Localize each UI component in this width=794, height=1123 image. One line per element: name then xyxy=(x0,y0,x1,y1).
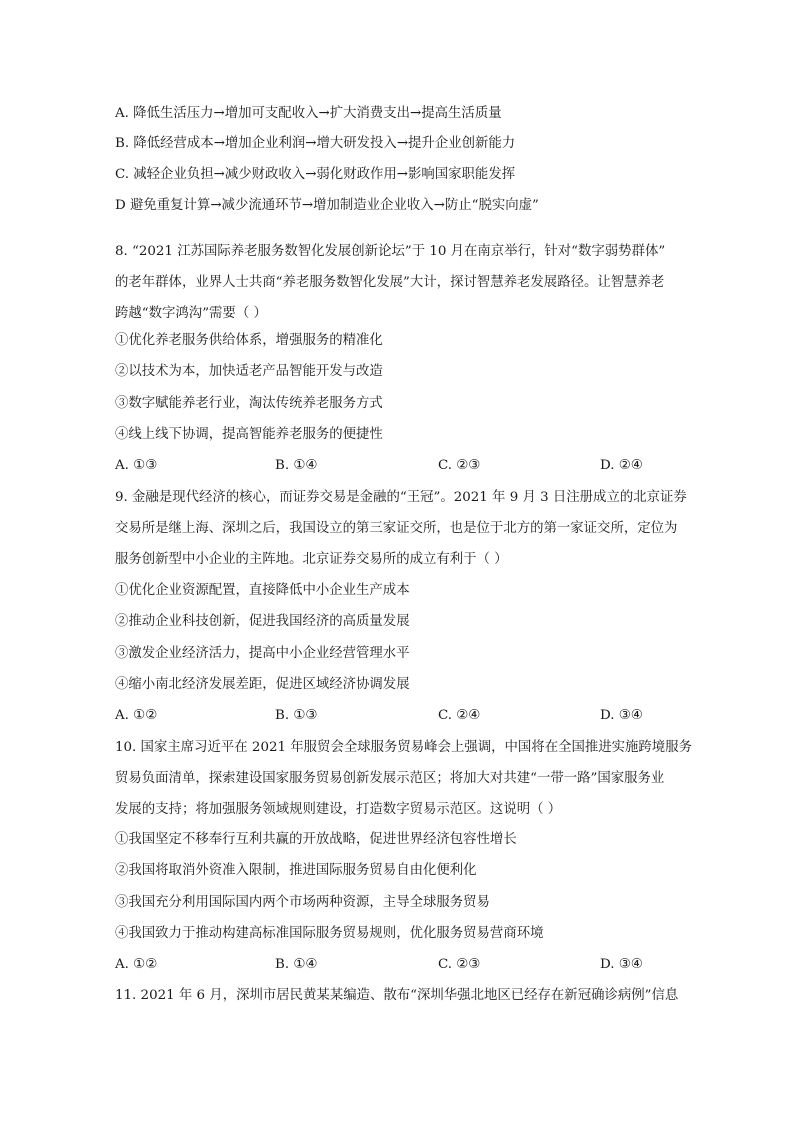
q11-stem-line: 11. 2021 年 6 月，深圳市居民黄某某编造、散布“深圳华强北地区已经存在新冠确诊病例”信息 xyxy=(115,988,679,1003)
q10-stem-line: 10. 国家主席习近平在 2021 年服贸会全球服务贸易峰会上强调，中国将在全国推进实施跨境服务 xyxy=(115,740,692,755)
q9-stem xyxy=(115,482,700,575)
q9-choice-a: A. ①② xyxy=(115,708,158,723)
q8-stem-line: 的老年群体，业界人士共商“养老服务数智化发展”大计，探讨智慧养老发展路径。让智慧养老 xyxy=(115,275,665,290)
q9-item-1: ①优化企业资源配置，直接降低中小企业生产成本 xyxy=(115,583,410,598)
q9-choice-c: C. ②④ xyxy=(438,708,481,723)
q10-stem-line: 贸易负面清单，探索建设国家服务贸易创新发展示范区；将加大对共建“一带一路”国家服务业 xyxy=(115,771,665,786)
q9-choice-d: D. ③④ xyxy=(600,708,643,723)
q8-item-3: ③数字赋能养老行业，淘汰传统养老服务方式 xyxy=(115,396,383,411)
q9-stem-line: 9. 金融是现代经济的核心，而证券交易是金融的“王冠”。2021 年 9 月 3 日注册成立的北京证券 xyxy=(115,490,687,505)
q10-choice-d: D. ③④ xyxy=(600,957,643,972)
q10-item-3: ③我国充分利用国际国内两个市场两种资源，主导全球服务贸易 xyxy=(115,895,490,910)
q10-choice-b: B. ①④ xyxy=(275,957,318,972)
q9-stem-line: 交易所是继上海、深圳之后，我国设立的第三家证交所，也是位于北方的第一家证交所，定位为 xyxy=(115,521,678,536)
q8-choice-d: D. ②④ xyxy=(600,458,643,473)
q10-choice-a: A. ①② xyxy=(115,957,158,972)
q9-item-2: ②推动企业科技创新，促进我国经济的高质量发展 xyxy=(115,614,410,629)
q7-option-a: A. 降低生活压力→增加可支配收入→扩大消费支出→提高生活质量 xyxy=(115,106,502,121)
q8-choice-a: A. ①③ xyxy=(115,458,158,473)
q8-item-4: ④线上线下协调，提高智能养老服务的便捷性 xyxy=(115,427,383,442)
q7-option-c: C. 减轻企业负担→减少财政收入→弱化财政作用→影响国家职能发挥 xyxy=(115,167,516,182)
q10-choice-c: C. ②③ xyxy=(438,957,481,972)
q8-stem-line: 跨越“数字鸿沟”需要（ ） xyxy=(115,306,267,321)
q10-item-1: ①我国坚定不移奉行互利共赢的开放战略，促进世界经济包容性增长 xyxy=(115,832,517,847)
q10-item-2: ②我国将取消外资准入限制，推进国际服务贸易自由化便利化 xyxy=(115,863,477,878)
q8-stem-line: 8. “2021 江苏国际养老服务数智化发展创新论坛”于 10 月在南京举行，针对“数字弱势群体” xyxy=(115,244,666,259)
q9-item-4: ④缩小南北经济发展差距，促进区域经济协调发展 xyxy=(115,677,410,692)
q10-stem-line: 发展的支持；将加强服务领域规则建设，打造数字贸易示范区。这说明（ ） xyxy=(115,802,562,817)
q9-stem-line: 服务创新型中小企业的主阵地。北京证券交易所的成立有利于（ ） xyxy=(115,552,508,567)
q8-item-2: ②以技术为本，加快适老产品智能开发与改造 xyxy=(115,364,383,379)
q7-option-b: B. 降低经营成本→增加企业利润→增大研发投入→提升企业创新能力 xyxy=(115,136,516,151)
q8-choices xyxy=(115,456,700,476)
q10-item-4: ④我国致力于推动构建高标准国际服务贸易规则，优化服务贸易营商环境 xyxy=(115,926,544,941)
q10-choices xyxy=(115,955,700,975)
q9-item-3: ③激发企业经济活力，提高中小企业经营管理水平 xyxy=(115,646,410,661)
q9-choice-b: B. ①③ xyxy=(275,708,318,723)
q8-choice-b: B. ①④ xyxy=(275,458,318,473)
q8-stem xyxy=(115,236,700,329)
q7-option-d: D 避免重复计算→减少流通环节→增加制造业企业收入→防止“脱实向虚” xyxy=(115,198,539,213)
q8-choice-c: C. ②③ xyxy=(438,458,481,473)
q10-stem xyxy=(115,732,700,825)
q8-item-1: ①优化养老服务供给体系，增强服务的精准化 xyxy=(115,333,383,348)
q9-choices xyxy=(115,706,700,726)
